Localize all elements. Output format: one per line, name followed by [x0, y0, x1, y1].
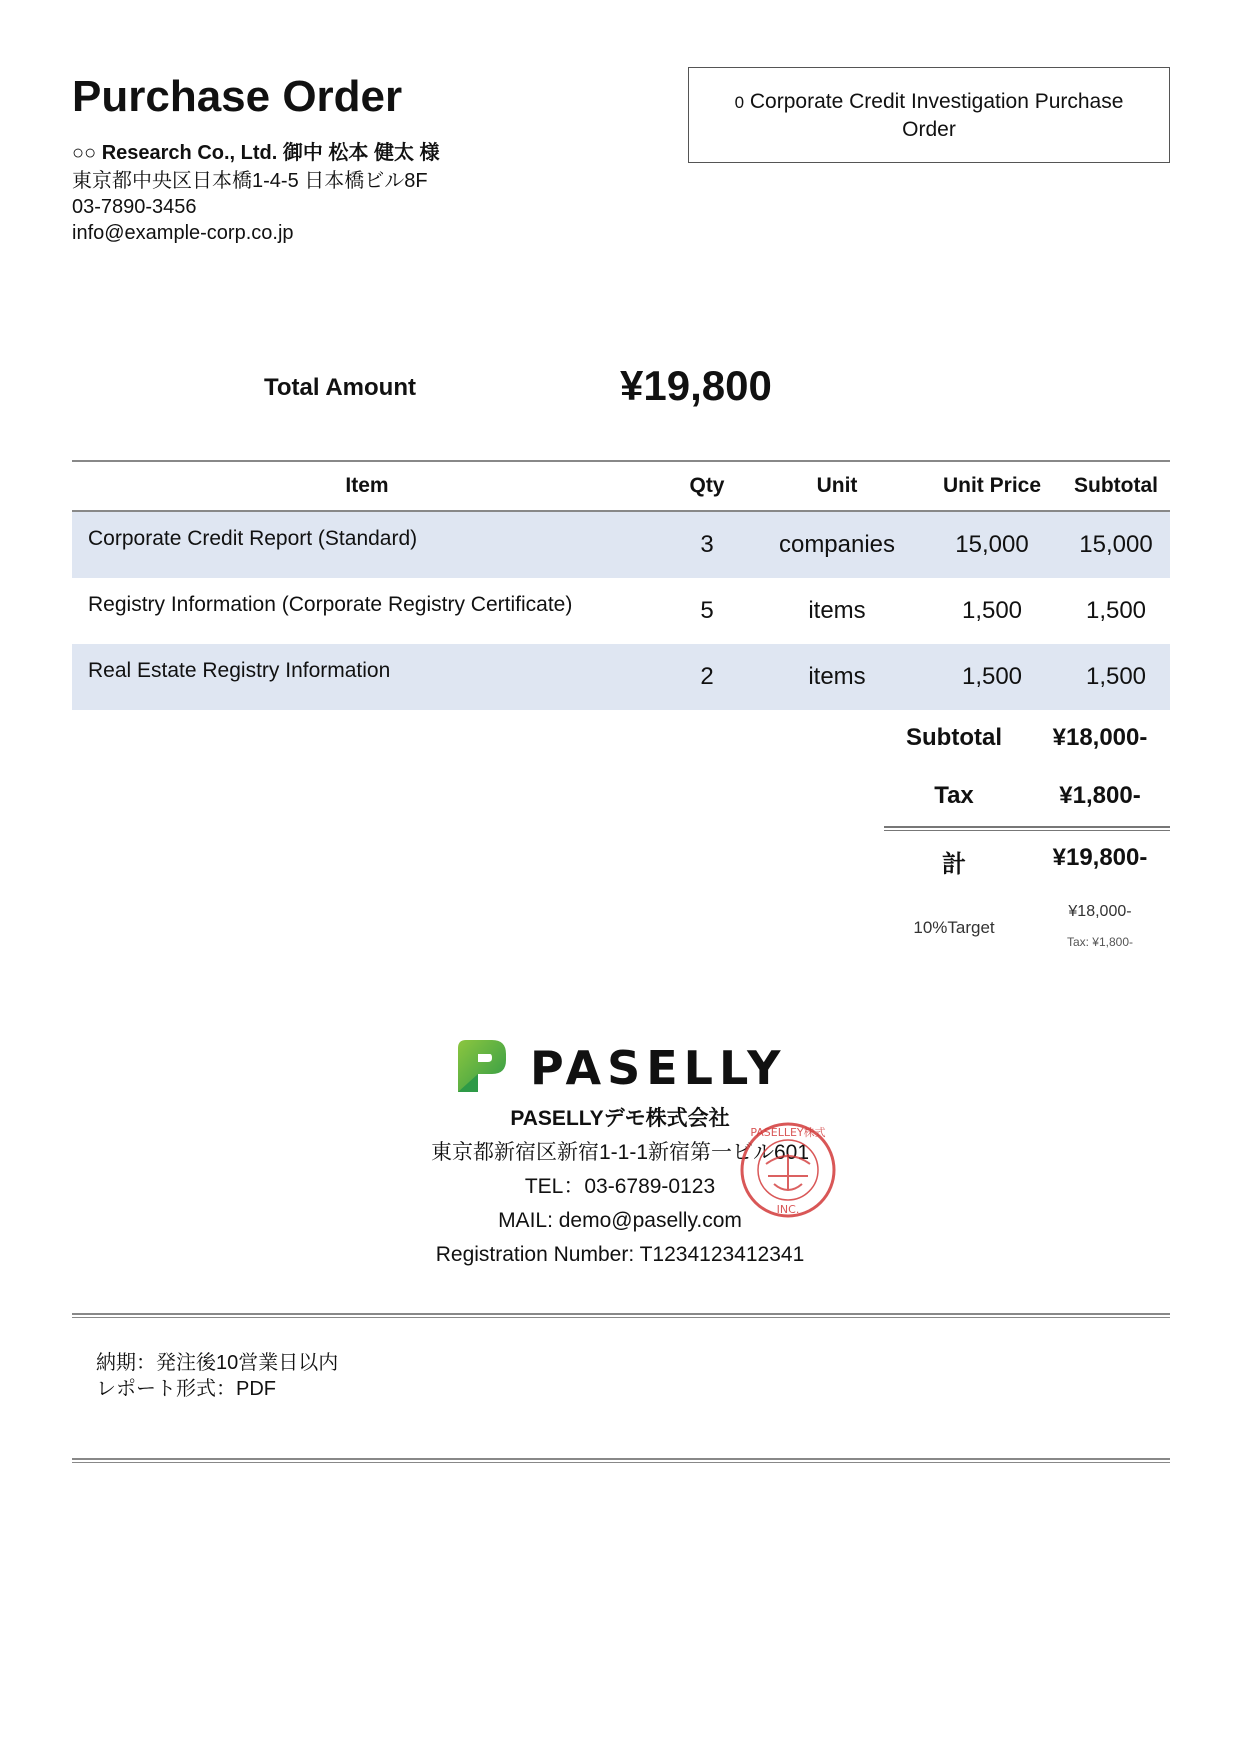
- svg-text:PASELLEY株式: PASELLEY株式: [750, 1126, 826, 1139]
- table-header: [72, 462, 1170, 510]
- tax-target-tax: Tax: ¥1,800-: [1066, 935, 1134, 949]
- leaf-icon: [458, 1040, 506, 1092]
- subject-box: [688, 67, 1170, 163]
- svg-text:INC.: INC.: [776, 1203, 800, 1216]
- notes-bottom-rule: [72, 1458, 1170, 1463]
- summary-subtotal-label: Subtotal: [906, 724, 1002, 751]
- row-subtotal: 1,500: [1085, 597, 1147, 624]
- row-subtotal: 15,000: [1079, 531, 1153, 558]
- note-format: レポート形式：PDF: [96, 1378, 276, 1400]
- row-unit-price: 15,000: [955, 531, 1029, 558]
- header-subtotal: Subtotal: [1074, 474, 1158, 497]
- logo-wordmark: PASELLY: [530, 1041, 787, 1095]
- row-item: Registry Information (Corporate Registry Certificate): [88, 593, 573, 616]
- row-item: Real Estate Registry Information: [88, 659, 391, 682]
- subject-number: 0: [734, 92, 745, 112]
- row-item: Corporate Credit Report (Standard): [88, 527, 418, 550]
- row-qty: 5: [700, 597, 714, 624]
- tax-target-base: ¥18,000-: [1068, 903, 1132, 920]
- company-name: PASELLYデモ株式会社: [510, 1107, 730, 1130]
- tax-target-label: 10%Target: [913, 918, 995, 937]
- notes-top-rule: [72, 1313, 1170, 1318]
- summary-tax-value: ¥1,800-: [1059, 782, 1141, 809]
- total-amount-label: Total Amount: [264, 374, 416, 401]
- company-tel: TEL：03-6789-0123: [524, 1175, 716, 1198]
- table-row: [72, 644, 1170, 710]
- company-registration: Registration Number: T1234123412341: [435, 1243, 805, 1266]
- company-address: 東京都新宿区新宿1-1-1新宿第一ビル601: [430, 1141, 810, 1164]
- header-unit-price: Unit Price: [942, 474, 1042, 497]
- table-row: [72, 578, 1170, 644]
- company-mail: MAIL: demo@paselly.com: [498, 1209, 742, 1232]
- row-unit-price: 1,500: [961, 663, 1023, 690]
- total-amount-value: ¥19,800: [620, 362, 772, 409]
- header-unit: Unit: [816, 474, 858, 497]
- row-unit: companies: [778, 531, 896, 558]
- summary-rule: [884, 826, 1170, 828]
- paselly-logo: [456, 1034, 796, 1098]
- table-row: [72, 512, 1170, 578]
- recipient-name: ○○ Research Co., Ltd. 御中 松本 健太 様: [72, 142, 440, 164]
- summary-total-value: ¥19,800-: [1052, 844, 1148, 871]
- summary-tax-label: Tax: [934, 782, 974, 809]
- row-subtotal: 1,500: [1085, 663, 1147, 690]
- summary-rule-thin: [884, 830, 1170, 831]
- summary-total-label: 計: [942, 851, 966, 878]
- document-title: Purchase Order: [72, 72, 403, 121]
- row-qty: 3: [700, 531, 714, 558]
- row-unit-price: 1,500: [961, 597, 1023, 624]
- header-qty: Qty: [689, 474, 725, 497]
- company-seal-stamp: [738, 1120, 838, 1220]
- note-delivery: 納期：発注後10営業日以内: [96, 1352, 339, 1374]
- header-item: Item: [345, 474, 389, 497]
- recipient-phone: 03-7890-3456: [72, 196, 197, 218]
- recipient-email: info@example-corp.co.jp: [72, 222, 294, 244]
- row-unit: items: [808, 663, 866, 690]
- row-unit: items: [808, 597, 866, 624]
- subject-text: Corporate Credit Investigation Purchase Order: [749, 89, 1124, 141]
- summary-subtotal-value: ¥18,000-: [1052, 724, 1148, 751]
- row-qty: 2: [700, 663, 714, 690]
- recipient-address: 東京都中央区日本橋1-4-5 日本橋ビル8F: [72, 170, 428, 192]
